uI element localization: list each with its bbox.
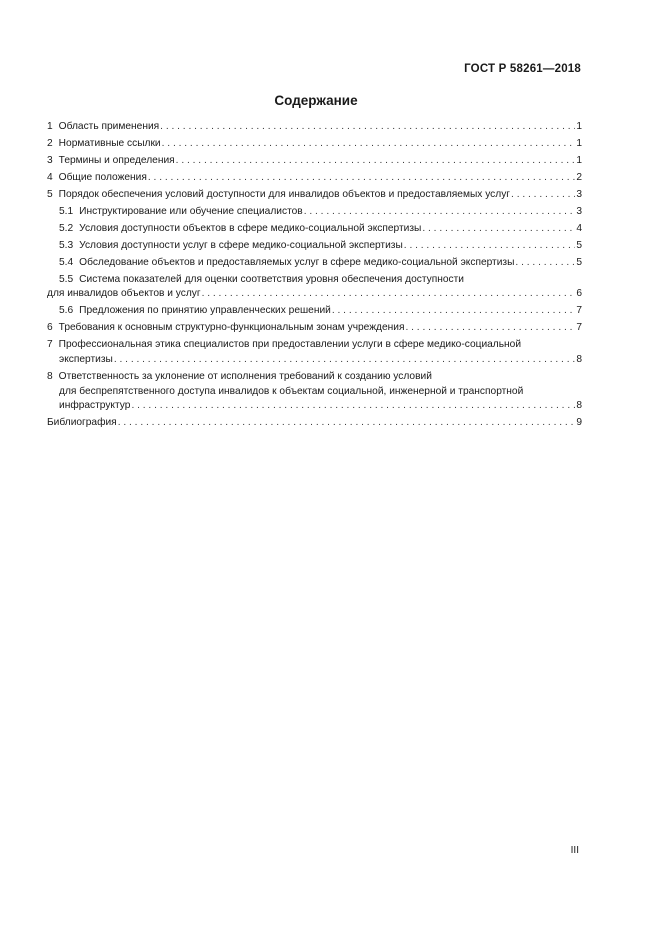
toc-entry-text-line2: для инвалидов объектов и услуг bbox=[47, 288, 201, 300]
toc-entry-text: Порядок обеспечения условий доступности для инвалидов объектов и предоставляемых услуг bbox=[58, 188, 511, 200]
toc-entry-page: 8 bbox=[576, 400, 582, 412]
toc-entry-bibliography[interactable] bbox=[47, 416, 582, 431]
toc-title: Содержание bbox=[274, 93, 358, 108]
dot-leader bbox=[131, 399, 575, 414]
toc-entry-5-4[interactable] bbox=[47, 256, 582, 271]
toc-entry-page: 6 bbox=[576, 288, 582, 300]
toc-entry-page: 3 bbox=[576, 205, 582, 217]
toc-entry-number: 5.3 bbox=[59, 239, 74, 251]
toc-entry-1[interactable] bbox=[47, 120, 582, 135]
toc-entry-text-line2: экспертизы bbox=[59, 354, 113, 365]
toc-entry-page: 2 bbox=[576, 171, 582, 183]
toc-entry-number: 1 bbox=[47, 121, 53, 132]
toc-entry-number: 5 bbox=[47, 188, 53, 200]
toc-entry-text: Нормативные ссылки bbox=[58, 137, 161, 149]
toc-entry-text-line1: Ответственность за уклонение от исполнения требований к созданию условий bbox=[58, 370, 432, 382]
toc-entry-number: 5.5 bbox=[59, 273, 74, 285]
toc-entry-page: 4 bbox=[576, 222, 582, 234]
toc-entry-text-line1: Профессиональная этика специалистов при предоставлении услуги в сфере медико-социальной bbox=[58, 339, 522, 351]
toc-entry-text-line3: инфраструктур bbox=[59, 400, 131, 412]
toc-entry-6[interactable] bbox=[47, 321, 582, 336]
dot-leader bbox=[304, 205, 576, 220]
toc-entry-page: 7 bbox=[576, 305, 582, 317]
toc-entry-3[interactable] bbox=[47, 154, 582, 169]
toc-entry-number: 4 bbox=[47, 171, 53, 183]
dot-leader bbox=[332, 304, 575, 319]
toc-entry-number: 6 bbox=[47, 322, 53, 334]
toc-entry-5-3[interactable] bbox=[47, 239, 582, 254]
toc-entry-page: 5 bbox=[576, 256, 582, 268]
toc-entry-text: Инструктирование или обучение специалистов bbox=[79, 205, 303, 217]
toc-entry-number: 5.4 bbox=[59, 256, 74, 268]
toc-entry-2[interactable] bbox=[47, 137, 582, 152]
toc-entry-text-line1: Система показателей для оценки соответствия уровня обеспечения доступности bbox=[79, 273, 464, 285]
toc-entry-page: 8 bbox=[576, 354, 582, 365]
toc-entry-text: Область применения bbox=[58, 121, 160, 132]
dot-leader bbox=[148, 171, 575, 186]
toc-entry-text-line2: для беспрепятственного доступа инвалидов к объектам социальной, инженерной и транспортной bbox=[59, 385, 524, 397]
toc-entry-text: Обследование объектов и предоставляемых услуг в сфере медико-социальной экспертизы bbox=[79, 256, 515, 268]
toc-entry-7[interactable] bbox=[47, 338, 582, 367]
dot-leader bbox=[162, 137, 576, 152]
toc-entry-page: 3 bbox=[576, 188, 582, 200]
dot-leader bbox=[404, 239, 576, 254]
toc-entry-5-6[interactable] bbox=[47, 304, 582, 319]
toc-entry-number: 3 bbox=[47, 154, 53, 166]
toc-entry-number: 5.1 bbox=[59, 205, 74, 217]
dot-leader bbox=[176, 154, 576, 169]
page-number: III bbox=[570, 845, 579, 856]
dot-leader bbox=[118, 416, 576, 431]
dot-leader bbox=[515, 256, 575, 271]
standard-code: ГОСТ Р 58261—2018 bbox=[464, 63, 581, 75]
toc-entry-5[interactable] bbox=[47, 188, 582, 203]
toc-entry-8[interactable] bbox=[47, 370, 582, 414]
toc-entry-page: 1 bbox=[576, 154, 582, 166]
table-of-contents bbox=[47, 120, 582, 433]
toc-entry-page: 7 bbox=[576, 322, 582, 334]
toc-entry-text: Библиография bbox=[47, 417, 117, 429]
toc-entry-page: 9 bbox=[576, 417, 582, 429]
dot-leader bbox=[422, 222, 575, 237]
toc-entry-5-1[interactable] bbox=[47, 205, 582, 220]
dot-leader bbox=[405, 321, 575, 336]
toc-entry-text: Требования к основным структурно-функциональным зонам учреждения bbox=[58, 322, 405, 334]
toc-entry-number: 5.6 bbox=[59, 305, 74, 317]
toc-entry-page: 1 bbox=[576, 121, 582, 132]
toc-entry-text: Условия доступности объектов в сфере медико-социальной экспертизы bbox=[79, 222, 422, 234]
dot-leader bbox=[511, 188, 575, 203]
toc-entry-text: Общие положения bbox=[58, 171, 147, 183]
toc-entry-text: Термины и определения bbox=[58, 154, 175, 166]
toc-entry-page: 5 bbox=[576, 239, 582, 251]
toc-entry-5-5[interactable] bbox=[47, 273, 582, 302]
toc-entry-number: 7 bbox=[47, 339, 53, 351]
dot-leader bbox=[160, 120, 575, 135]
toc-entry-number: 2 bbox=[47, 137, 53, 149]
toc-entry-text: Предложения по принятию управленческих решений bbox=[79, 305, 331, 317]
toc-entry-page: 1 bbox=[576, 137, 582, 149]
toc-entry-text: Условия доступности услуг в сфере медико-социальной экспертизы bbox=[79, 239, 403, 251]
dot-leader bbox=[202, 287, 576, 302]
toc-entry-number: 5.2 bbox=[59, 222, 74, 234]
toc-entry-5-2[interactable] bbox=[47, 222, 582, 237]
toc-entry-number: 8 bbox=[47, 370, 53, 382]
dot-leader bbox=[114, 353, 575, 368]
toc-entry-4[interactable] bbox=[47, 171, 582, 186]
